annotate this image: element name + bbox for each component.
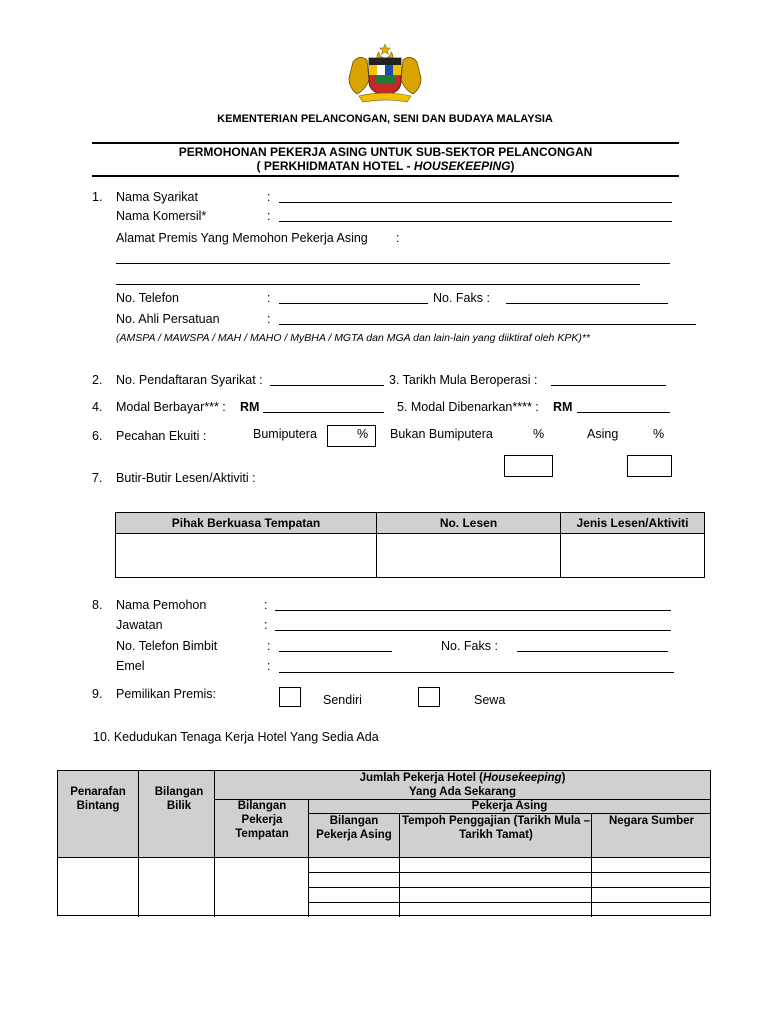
section4-number: 4. [92,400,103,414]
negara-header: Negara Sumber [608,815,694,827]
lesen-table [115,512,705,578]
tarikh-mula-label: 3. Tarikh Mula Beroperasi : [389,373,538,387]
alamat-field-line1[interactable] [116,263,670,264]
sewa-checkbox[interactable] [418,687,440,707]
telefon-field[interactable] [279,303,428,304]
form-subtitle [92,159,679,173]
sendiri-label: Sendiri [323,693,362,707]
section7-number: 7. [92,471,103,485]
jumlah-suffix: ) [561,772,566,784]
jumlah-italic: Housekeeping [482,772,562,784]
lesen-cell-jenis[interactable] [561,534,705,578]
tenaga-kerja-table [57,770,711,916]
emel-label: Emel [116,659,145,673]
lesen-col-jenis: Jenis Lesen/Aktiviti [561,513,705,534]
lesen-cell-pbt[interactable] [116,534,377,578]
section6-number: 6. [92,429,103,443]
modal-dibenarkan-field[interactable] [577,412,670,413]
butir-lesen-label: Butir-Butir Lesen/Aktiviti : [116,471,256,485]
nama-syarikat-field[interactable] [279,202,672,203]
telefon-label: No. Telefon [116,291,180,305]
sendiri-checkbox[interactable] [279,687,301,707]
section8-number: 8. [92,598,103,612]
rm-label: RM [553,400,573,414]
pekerja-asing-header: Pekerja Asing [471,800,548,812]
alamat-field-line2[interactable] [116,284,640,285]
modal-berbayar-label: Modal Berbayar*** : [116,400,226,414]
nama-pemohon-label: Nama Pemohon [116,598,207,612]
nama-komersil-label: Nama Komersil* [116,209,207,223]
subtitle-prefix: ( PERKHIDMATAN HOTEL - [256,159,414,173]
colon: : [267,209,271,223]
jumlah-prefix: Jumlah Pekerja Hotel ( [359,772,483,784]
ministry-name: KEMENTERIAN PELANCONGAN, SENI DAN BUDAYA MALAYSIA [217,113,553,125]
colon: : [267,639,271,653]
ahli-persatuan-label: No. Ahli Persatuan [116,312,220,326]
alamat-label: Alamat Premis Yang Memohon Pekerja Asing [116,231,368,245]
bumiputera-percent-field[interactable] [327,425,376,447]
tempoh-header: Tempoh Penggajian (Tarikh Mula – Tarikh Tamat) [401,815,591,841]
coat-of-arms-emblem [345,42,425,104]
faks-field[interactable] [517,651,668,652]
faks-label: No. Faks : [433,291,490,305]
tarikh-mula-field[interactable] [551,385,666,386]
pendaftaran-field[interactable] [270,385,384,386]
jawatan-label: Jawatan [116,618,163,632]
lesen-cell-no[interactable] [377,534,561,578]
emel-field[interactable] [279,672,674,673]
faks-label: No. Faks : [441,639,498,653]
penarafan-header: Penarafan Bintang [70,786,126,812]
sewa-label: Sewa [474,693,506,707]
pecahan-ekuiti-label: Pecahan Ekuiti : [116,429,207,443]
rm-label: RM [240,400,260,414]
form-title: PERMOHONAN PEKERJA ASING UNTUK SUB-SEKTOR PELANCONGAN [178,145,593,159]
nama-syarikat-label: Nama Syarikat [116,190,198,204]
subtitle-suffix: ) [510,159,515,173]
title-bottom-rule [92,175,679,177]
penarafan-cell[interactable] [58,858,138,916]
colon: : [267,190,271,204]
bukan-bumiputera-label: Bukan Bumiputera [390,427,493,441]
pendaftaran-label: No. Pendaftaran Syarikat : [116,373,263,387]
nama-komersil-field[interactable] [279,221,672,222]
pemilikan-premis-label: Pemilikan Premis: [116,687,217,701]
colon: : [264,598,268,612]
telefon-bimbit-field[interactable] [279,651,392,652]
persatuan-note: (AMSPA / MAWSPA / MAH / MAHO / MyBHA / MGTA dan MGA dan lain-lain yang diiktiraf oleh KPK)** [116,332,590,344]
asing-percent-field[interactable] [627,455,672,477]
bumiputera-label: Bumiputera [253,427,317,441]
colon: : [267,659,271,673]
percent-sign: % [533,427,545,441]
subtitle-italic: HOUSEKEEPING [413,159,511,173]
section9-number: 9. [92,687,103,701]
modal-berbayar-field[interactable] [263,412,384,413]
percent-sign: % [653,427,665,441]
section10-label: 10. Kedudukan Tenaga Kerja Hotel Yang Sedia Ada [93,730,379,744]
lesen-col-no: No. Lesen [377,513,561,534]
bilangan-tempatan-cell[interactable] [215,858,308,916]
bilangan-tempatan-header: Bilangan Pekerja Tempatan [235,800,289,840]
section1-number: 1. [92,190,103,204]
telefon-bimbit-label: No. Telefon Bimbit [116,639,218,653]
nama-pemohon-field[interactable] [275,610,671,611]
percent-sign: % [357,427,369,441]
pekerja-asing-rows[interactable] [309,858,710,916]
bilangan-bilik-cell[interactable] [139,858,214,916]
bilangan-bilik-header: Bilangan Bilik [154,786,204,812]
title-top-rule [92,142,679,144]
jawatan-field[interactable] [275,630,671,631]
jumlah-header [215,771,710,785]
bukan-bumiputera-percent-field[interactable] [504,455,553,477]
colon: : [267,312,271,326]
grid-line [214,799,711,800]
bilangan-asing-header: Bilangan Pekerja Asing [316,815,392,841]
section2-number: 2. [92,373,103,387]
colon: : [267,291,271,305]
grid-line [308,813,711,814]
ahli-persatuan-field[interactable] [279,324,696,325]
faks-field[interactable] [506,303,668,304]
lesen-col-pbt: Pihak Berkuasa Tempatan [116,513,377,534]
modal-dibenarkan-label: 5. Modal Dibenarkan**** : [397,400,539,414]
asing-label: Asing [587,427,619,441]
colon: : [264,618,268,632]
colon: : [396,231,400,245]
yang-ada-header: Yang Ada Sekarang [409,786,516,798]
